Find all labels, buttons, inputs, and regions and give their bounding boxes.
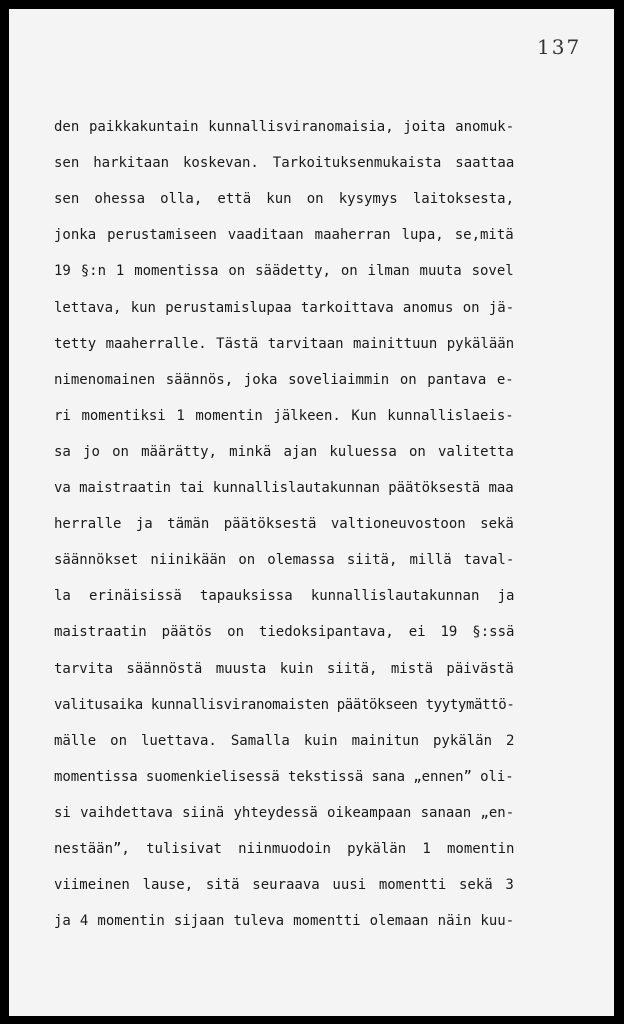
text-line: 19 §:n 1 momentissa on säädetty, on ilman muuta sovel xyxy=(54,263,514,280)
text-line: den paikkakuntain kunnallisviranomaisia, joita anomuk- xyxy=(54,119,514,135)
text-line: tarvita säännöstä muusta kuin siitä, mistä päivästä xyxy=(54,660,514,677)
text-line: herralle ja tämän päätöksestä valtioneuvostoon sekä xyxy=(54,516,514,533)
text-line: lettava, kun perustamislupaa tarkoittava anomus on jä- xyxy=(54,299,514,316)
text-line: nestään”, tulisivat niinmuodoin pykälän 1 momentin xyxy=(54,841,514,857)
text-line: momentissa suomenkielisessä tekstissä sana „ennen” oli- xyxy=(54,768,514,785)
text-line: mälle on luettava. Samalla kuin mainitun pykälän 2 xyxy=(54,732,514,749)
text-line: va maistraatin tai kunnallislautakunnan päätöksestä maa xyxy=(54,480,514,496)
document-page xyxy=(9,9,614,1016)
text-line: sen ohessa olla, että kun on kysymys laitoksesta, xyxy=(54,191,514,208)
text-line: sa jo on määrätty, minkä ajan kuluessa on valitetta xyxy=(54,443,514,460)
text-line: sen harkitaan koskevan. Tarkoituksenmukaista saattaa xyxy=(54,155,514,172)
text-line: ja 4 momentin sijaan tuleva momentti olemaan näin kuu- xyxy=(54,913,514,930)
text-line: si vaihdettava siinä yhteydessä oikeampaan sanaan „en- xyxy=(54,804,514,821)
text-line: valitusaika kunnallisviranomaisten päätökseen tyytymättö- xyxy=(54,696,514,713)
page-number: 137 xyxy=(537,35,582,59)
text-line: ri momentiksi 1 momentin jälkeen. Kun kunnallislaeis- xyxy=(54,407,514,424)
text-line: nimenomainen säännös, joka soveliaimmin on pantava e- xyxy=(54,371,514,388)
text-line: säännökset niinikään on olemassa siitä, millä taval- xyxy=(54,552,514,569)
text-line: jonka perustamiseen vaaditaan maaherran lupa, se,mitä xyxy=(54,227,514,244)
text-line: tetty maaherralle. Tästä tarvitaan mainittuun pykälään xyxy=(54,335,514,352)
text-line: viimeinen lause, sitä seuraava uusi momentti sekä 3 xyxy=(54,877,514,894)
text-line: maistraatin päätös on tiedoksipantava, ei 19 §:ssä xyxy=(54,624,514,641)
text-line: la erinäisissä tapauksissa kunnallislautakunnan ja xyxy=(54,588,514,605)
